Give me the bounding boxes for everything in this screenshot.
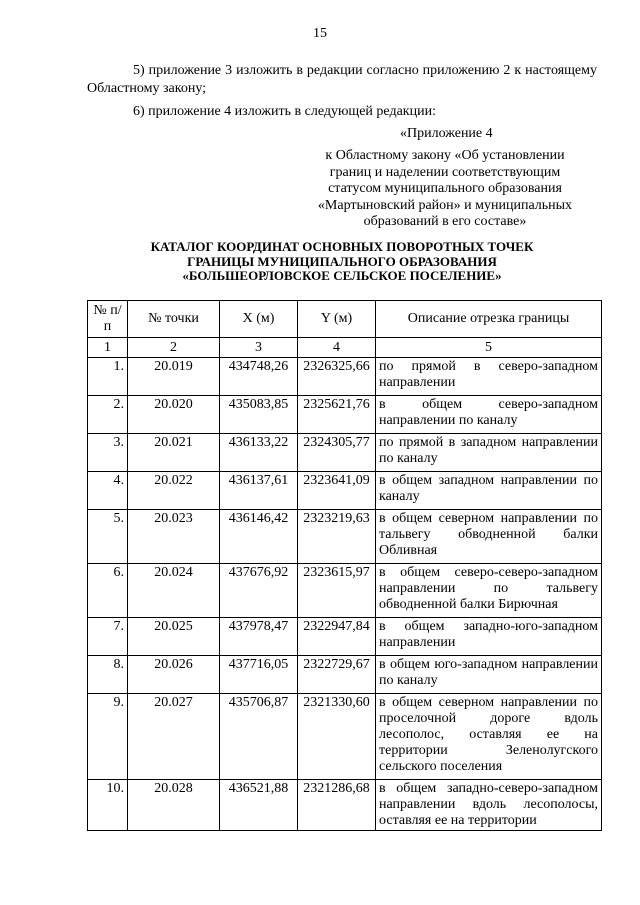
row-index: 8.	[88, 656, 128, 694]
table-row	[88, 780, 602, 831]
point-id: 20.028	[128, 780, 220, 831]
coord-y: 2322947,84	[298, 618, 376, 656]
row-index: 4.	[88, 472, 128, 510]
appendix-title: «Приложение 4	[400, 126, 493, 141]
segment-description: в общем северо-западном направлении по каналу	[376, 396, 602, 434]
coord-y: 2323641,09	[298, 472, 376, 510]
coord-x: 434748,26	[220, 358, 298, 396]
row-index: 3.	[88, 434, 128, 472]
segment-description: по прямой в западном направлении по каналу	[376, 434, 602, 472]
page-number: 15	[313, 26, 327, 41]
coordinates-table	[87, 300, 602, 831]
point-id: 20.025	[128, 618, 220, 656]
header-y: Y (м)	[298, 301, 376, 338]
coord-y: 2326325,66	[298, 358, 376, 396]
coord-x: 437716,05	[220, 656, 298, 694]
row-index: 1.	[88, 358, 128, 396]
coord-y: 2321330,60	[298, 694, 376, 780]
coord-x: 436133,22	[220, 434, 298, 472]
coord-y: 2321286,68	[298, 780, 376, 831]
point-id: 20.024	[128, 564, 220, 618]
table-row	[88, 656, 602, 694]
column-number: 4	[298, 338, 376, 358]
segment-description: в общем северо-северо-западном направлении по тальвегу обводненной балки Бирючная	[376, 564, 602, 618]
catalog-title-line: ГРАНИЦЫ МУНИЦИПАЛЬНОГО ОБРАЗОВАНИЯ	[187, 253, 497, 269]
appendix-line: статусом муниципального образования	[328, 181, 562, 196]
catalog-title-line: «БОЛЬШЕОРЛОВСКОЕ СЕЛЬСКОЕ ПОСЕЛЕНИЕ»	[182, 268, 502, 283]
segment-description: по прямой в северо-западном направлении	[376, 358, 602, 396]
coord-x: 437676,92	[220, 564, 298, 618]
coord-y: 2324305,77	[298, 434, 376, 472]
table-row	[88, 434, 602, 472]
appendix-line: границ и наделении соответствующим	[329, 164, 561, 180]
segment-description: в общем северном направлении по тальвегу обводненной балки Обливная	[376, 510, 602, 564]
table-row	[88, 694, 602, 780]
table-row	[88, 396, 602, 434]
column-number-row	[88, 338, 602, 358]
catalog-title	[87, 240, 597, 284]
coord-x: 435706,87	[220, 694, 298, 780]
header-point: № точки	[128, 301, 220, 338]
coord-y: 2325621,76	[298, 396, 376, 434]
table-row	[88, 472, 602, 510]
row-index: 2.	[88, 396, 128, 434]
table-row	[88, 564, 602, 618]
row-index: 7.	[88, 618, 128, 656]
paragraph-item-5: 5) приложение 3 изложить в редакции согласно приложению 2 к настоящему Областному закону;	[87, 63, 597, 96]
coord-x: 436146,42	[220, 510, 298, 564]
row-index: 6.	[88, 564, 128, 618]
paragraph-item-6: 6) приложение 4 изложить в следующей редакции:	[133, 104, 436, 119]
segment-description: в общем западно-юго-западном направлении	[376, 618, 602, 656]
table-row	[88, 510, 602, 564]
coord-y: 2323219,63	[298, 510, 376, 564]
coord-y: 2323615,97	[298, 564, 376, 618]
segment-description: в общем северном направлении по проселочной дороге вдоль лесополос, оставляя ее на территории Зеленолугского сельского поселения	[376, 694, 602, 780]
coord-x: 435083,85	[220, 396, 298, 434]
table-header-row	[88, 301, 602, 338]
header-x: X (м)	[220, 301, 298, 338]
header-description: Описание отрезка границы	[376, 301, 602, 338]
appendix-line: «Мартыновский район» и муниципальных	[317, 197, 573, 213]
coord-x: 436137,61	[220, 472, 298, 510]
table-row	[88, 358, 602, 396]
segment-description: в общем юго-западном направлении по каналу	[376, 656, 602, 694]
column-number: 2	[128, 338, 220, 358]
catalog-title-line: КАТАЛОГ КООРДИНАТ ОСНОВНЫХ ПОВОРОТНЫХ ТОЧЕК	[150, 239, 534, 254]
column-number: 1	[88, 338, 128, 358]
header-index: № п/п	[88, 301, 128, 338]
point-id: 20.022	[128, 472, 220, 510]
column-number: 3	[220, 338, 298, 358]
row-index: 5.	[88, 510, 128, 564]
point-id: 20.027	[128, 694, 220, 780]
point-id: 20.020	[128, 396, 220, 434]
appendix-reference	[300, 148, 590, 231]
segment-description: в общем западном направлении по каналу	[376, 472, 602, 510]
coord-x: 436521,88	[220, 780, 298, 831]
appendix-line: к Областному закону «Об установлении	[325, 148, 565, 163]
point-id: 20.021	[128, 434, 220, 472]
column-number: 5	[376, 338, 602, 358]
point-id: 20.019	[128, 358, 220, 396]
row-index: 10.	[88, 780, 128, 831]
segment-description: в общем западно-северо-западном направлении вдоль лесополосы, оставляя ее на территории	[376, 780, 602, 831]
row-index: 9.	[88, 694, 128, 780]
coord-x: 437978,47	[220, 618, 298, 656]
coord-y: 2322729,67	[298, 656, 376, 694]
table-row	[88, 618, 602, 656]
point-id: 20.026	[128, 656, 220, 694]
point-id: 20.023	[128, 510, 220, 564]
appendix-line: образований в его составе»	[363, 214, 527, 229]
